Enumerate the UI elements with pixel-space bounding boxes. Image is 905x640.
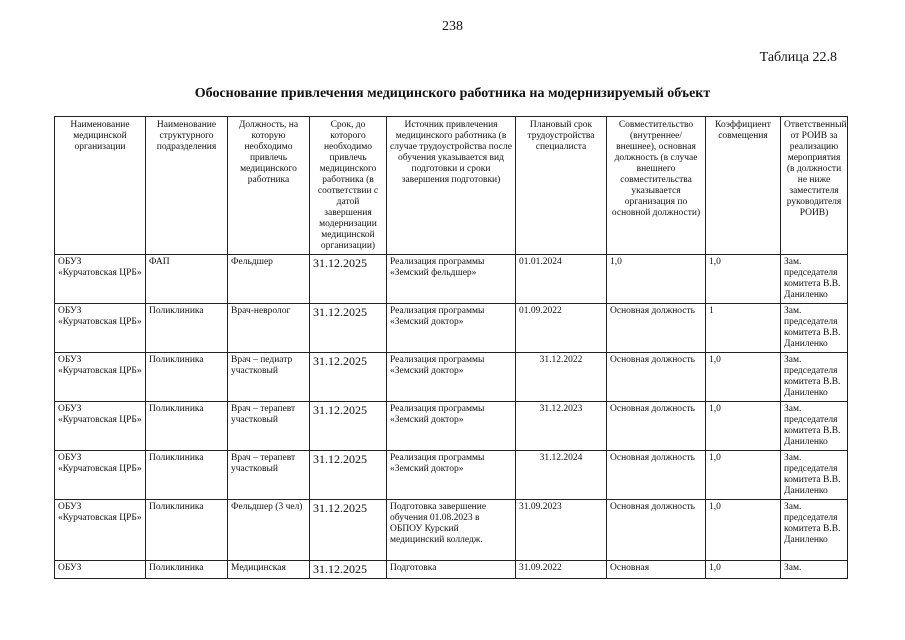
header-combination: Совместительство (внутреннее/внешнее), основная должность (в случае внешнего совместительства указывается организация по основной должности) — [607, 117, 706, 255]
cell-planned: 31.09.2022 — [516, 561, 607, 579]
cell-dept: Поликлиника — [146, 402, 228, 451]
cell-deadline: 31.12.2025 — [310, 451, 387, 500]
cell-deadline: 31.12.2025 — [310, 304, 387, 353]
cell-deadline: 31.12.2025 — [310, 353, 387, 402]
header-responsible: Ответственный от РОИВ за реализацию мероприятия (в должности не ниже заместителя руководителя РОИВ) — [781, 117, 848, 255]
cell-planned: 01.01.2024 — [516, 255, 607, 304]
cell-coefficient: 1,0 — [706, 451, 781, 500]
cell-coefficient: 1 — [706, 304, 781, 353]
cell-responsible: Зам. председателя комитета В.В. Даниленко — [781, 451, 848, 500]
cell-org: ОБУЗ — [55, 561, 146, 579]
cell-position: Медицинская — [228, 561, 310, 579]
cell-source: Реализация программы «Земский доктор» — [387, 353, 516, 402]
header-org: Наименование медицинской организации — [55, 117, 146, 255]
cell-responsible: Зам. председателя комитета В.В. Даниленко — [781, 500, 848, 561]
cell-org: ОБУЗ «Курчатовская ЦРБ» — [55, 500, 146, 561]
cell-combination: Основная должность — [607, 402, 706, 451]
cell-position: Врач – терапевт участковый — [228, 402, 310, 451]
justification-table — [54, 116, 848, 579]
header-position: Должность, на которую необходимо привлечь медицинского работника — [228, 117, 310, 255]
cell-org: ОБУЗ «Курчатовская ЦРБ» — [55, 255, 146, 304]
cell-coefficient: 1,0 — [706, 500, 781, 561]
cell-deadline: 31.12.2025 — [310, 402, 387, 451]
cell-planned: 01.09.2022 — [516, 304, 607, 353]
cell-deadline: 31.12.2025 — [310, 500, 387, 561]
cell-position: Врач – педиатр участковый — [228, 353, 310, 402]
cell-dept: ФАП — [146, 255, 228, 304]
cell-planned: 31.12.2023 — [516, 402, 607, 451]
cell-position: Врач-невролог — [228, 304, 310, 353]
cell-combination: Основная должность — [607, 500, 706, 561]
cell-combination: Основная должность — [607, 451, 706, 500]
cell-source: Подготовка — [387, 561, 516, 579]
table-row — [55, 255, 848, 304]
cell-org: ОБУЗ «Курчатовская ЦРБ» — [55, 451, 146, 500]
document-title: Обоснование привлечения медицинского работника на модернизируемый объект — [194, 86, 711, 101]
cell-position: Фельдшер (3 чел) — [228, 500, 310, 561]
cell-dept: Поликлиника — [146, 451, 228, 500]
cell-dept: Поликлиника — [146, 561, 228, 579]
table-row — [55, 304, 848, 353]
cell-org: ОБУЗ «Курчатовская ЦРБ» — [55, 304, 146, 353]
cell-source: Реализация программы «Земский доктор» — [387, 451, 516, 500]
page-number: 238 — [442, 19, 463, 34]
header-source: Источник привлечения медицинского работника (в случае трудоустройства после обучения указывается вид подготовки и сроки завершения подготовки) — [387, 117, 516, 255]
header-coefficient: Коэффициент совмещения — [706, 117, 781, 255]
cell-org: ОБУЗ «Курчатовская ЦРБ» — [55, 402, 146, 451]
cell-deadline: 31.12.2025 — [310, 561, 387, 579]
cell-responsible: Зам. — [781, 561, 848, 579]
cell-responsible: Зам. председателя комитета В.В. Даниленко — [781, 304, 848, 353]
cell-dept: Поликлиника — [146, 353, 228, 402]
cell-coefficient: 1,0 — [706, 402, 781, 451]
cell-source: Реализация программы «Земский фельдшер» — [387, 255, 516, 304]
cell-dept: Поликлиника — [146, 304, 228, 353]
table-row — [55, 500, 848, 561]
cell-org: ОБУЗ «Курчатовская ЦРБ» — [55, 353, 146, 402]
cell-deadline: 31.12.2025 — [310, 255, 387, 304]
cell-planned: 31.12.2024 — [516, 451, 607, 500]
cell-coefficient: 1,0 — [706, 353, 781, 402]
cell-responsible: Зам. председателя комитета В.В. Даниленко — [781, 402, 848, 451]
cell-coefficient: 1,0 — [706, 561, 781, 579]
cell-combination: Основная должность — [607, 304, 706, 353]
table-row — [55, 451, 848, 500]
cell-position: Врач – терапевт участковый — [228, 451, 310, 500]
cell-position: Фельдшер — [228, 255, 310, 304]
cell-source: Подготовка завершение обучения 01.08.2023 в ОБПОУ Курский медицинский колледж. — [387, 500, 516, 561]
cell-combination: Основная должность — [607, 353, 706, 402]
cell-coefficient: 1,0 — [706, 255, 781, 304]
cell-combination: 1,0 — [607, 255, 706, 304]
table-label: Таблица 22.8 — [759, 50, 837, 65]
cell-responsible: Зам. председателя комитета В.В. Даниленко — [781, 353, 848, 402]
table-header-row — [55, 117, 848, 255]
header-dept: Наименование структурного подразделения — [146, 117, 228, 255]
cell-planned: 31.09.2023 — [516, 500, 607, 561]
cell-responsible: Зам. председателя комитета В.В. Даниленко — [781, 255, 848, 304]
cell-dept: Поликлиника — [146, 500, 228, 561]
header-deadline: Срок, до которого необходимо привлечь медицинского работника (в соответствии с датой завершения модернизации медицинской организации) — [310, 117, 387, 255]
cell-source: Реализация программы «Земский доктор» — [387, 402, 516, 451]
table-row — [55, 561, 848, 579]
table-row — [55, 353, 848, 402]
header-planned: Плановый срок трудоустройства специалиста — [516, 117, 607, 255]
cell-planned: 31.12.2022 — [516, 353, 607, 402]
table-row — [55, 402, 848, 451]
cell-source: Реализация программы «Земский доктор» — [387, 304, 516, 353]
cell-combination: Основная — [607, 561, 706, 579]
